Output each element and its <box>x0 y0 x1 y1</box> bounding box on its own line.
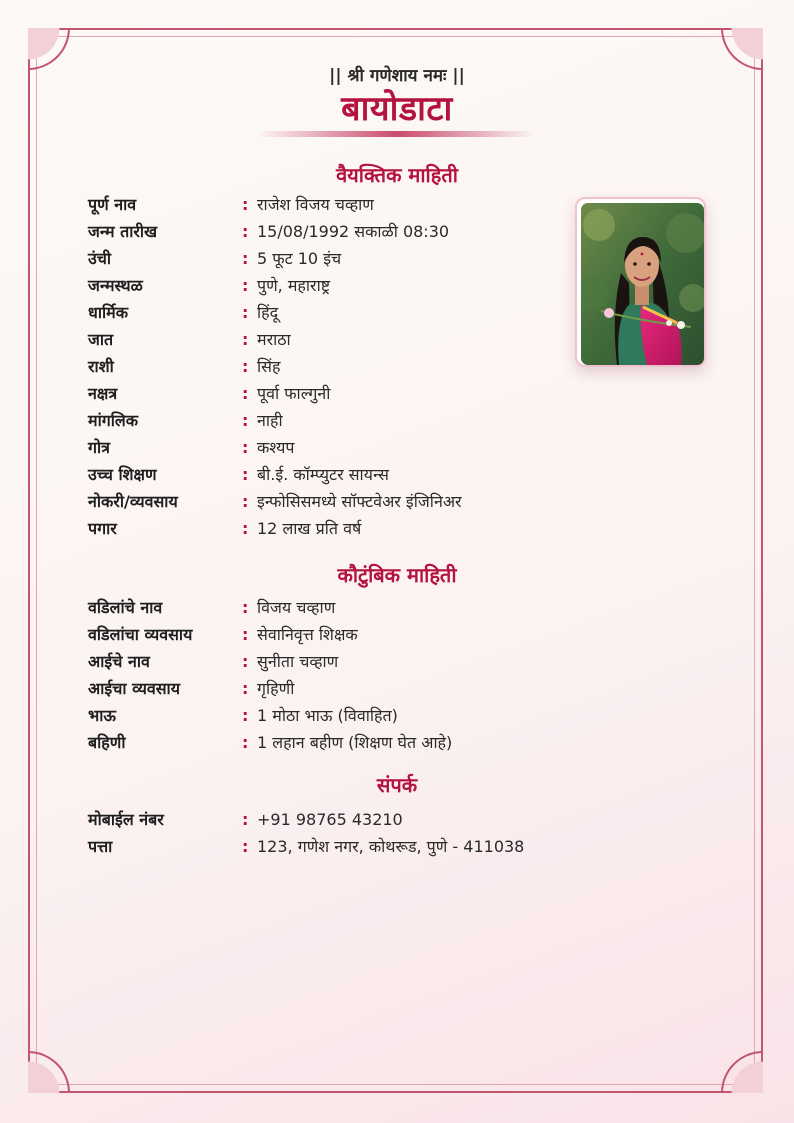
profile-photo <box>575 197 706 367</box>
field-value: कश्यप <box>257 438 295 457</box>
field-value: गृहिणी <box>257 679 295 698</box>
field-separator: : <box>242 706 249 725</box>
field-value: नाही <box>257 411 283 430</box>
invocation-text: || श्री गणेशाय नमः || <box>329 66 465 86</box>
field-label: वडिलांचा व्यवसाय <box>88 625 193 644</box>
field-label: मांगलिक <box>88 411 139 430</box>
field-label: राशी <box>88 357 114 376</box>
field-separator: : <box>242 276 249 295</box>
field-label: बहिणी <box>88 733 126 752</box>
field-separator: : <box>242 222 249 241</box>
field-value: सुनीता चव्हाण <box>257 652 339 671</box>
field-value: 123, गणेश नगर, कोथरूड, पुणे - 411038 <box>257 837 525 856</box>
field-value: 1 लहान बहीण (शिक्षण घेत आहे) <box>257 733 453 752</box>
document-title: बायोडाटा <box>341 89 453 129</box>
field-separator: : <box>242 598 249 617</box>
field-separator: : <box>242 384 249 403</box>
field-separator: : <box>242 519 249 538</box>
field-label: वडिलांचे नाव <box>88 598 163 617</box>
field-value: 15/08/1992 सकाळी 08:30 <box>257 222 450 241</box>
field-separator: : <box>242 625 249 644</box>
field-value: सेवानिवृत्त शिक्षक <box>257 625 358 644</box>
field-value: बी.ई. कॉम्प्युटर सायन्स <box>257 465 389 484</box>
field-label: मोबाईल नंबर <box>88 810 164 829</box>
field-label: उंची <box>88 249 112 268</box>
field-label: पत्ता <box>88 837 113 856</box>
field-label: भाऊ <box>88 706 116 725</box>
field-value: मराठा <box>257 330 291 349</box>
field-separator: : <box>242 810 249 829</box>
field-separator: : <box>242 330 249 349</box>
field-separator: : <box>242 652 249 671</box>
field-separator: : <box>242 492 249 511</box>
field-value: विजय चव्हाण <box>257 598 336 617</box>
title-underline <box>258 131 536 137</box>
field-value: 1 मोठा भाऊ (विवाहित) <box>257 706 398 725</box>
section-heading-personal: वैयक्तिक माहिती <box>336 163 458 187</box>
field-label: जात <box>88 330 114 349</box>
field-label: उच्च शिक्षण <box>88 465 157 484</box>
field-separator: : <box>242 303 249 322</box>
field-separator: : <box>242 679 249 698</box>
field-separator: : <box>242 411 249 430</box>
section-heading-contact: संपर्क <box>376 773 418 797</box>
field-separator: : <box>242 733 249 752</box>
field-label: गोत्र <box>88 438 110 457</box>
field-label: आईचे नाव <box>88 652 150 671</box>
field-value: पूर्वा फाल्गुनी <box>257 384 331 403</box>
field-value: इन्फोसिसमध्ये सॉफ्टवेअर इंजिनिअर <box>257 492 462 511</box>
field-separator: : <box>242 438 249 457</box>
field-value: 5 फूट 10 इंच <box>257 249 342 268</box>
field-label: पूर्ण नाव <box>88 195 137 214</box>
field-value: +91 98765 43210 <box>257 810 403 829</box>
profile-photo-image <box>581 203 704 365</box>
field-label: जन्मस्थळ <box>88 276 143 295</box>
field-label: आईचा व्यवसाय <box>88 679 180 698</box>
field-separator: : <box>242 837 249 856</box>
field-value: 12 लाख प्रति वर्ष <box>257 519 362 538</box>
field-label: जन्म तारीख <box>88 222 158 241</box>
field-separator: : <box>242 249 249 268</box>
field-separator: : <box>242 195 249 214</box>
field-label: धार्मिक <box>88 303 128 322</box>
field-value: सिंह <box>257 357 281 376</box>
field-separator: : <box>242 357 249 376</box>
field-value: राजेश विजय चव्हाण <box>257 195 374 214</box>
field-value: हिंदू <box>257 303 279 322</box>
field-label: नक्षत्र <box>88 384 118 403</box>
field-label: नोकरी/व्यवसाय <box>88 492 178 511</box>
field-value: पुणे, महाराष्ट्र <box>257 276 331 295</box>
field-separator: : <box>242 465 249 484</box>
section-heading-family: कौटुंबिक माहिती <box>337 563 457 587</box>
field-label: पगार <box>88 519 117 538</box>
